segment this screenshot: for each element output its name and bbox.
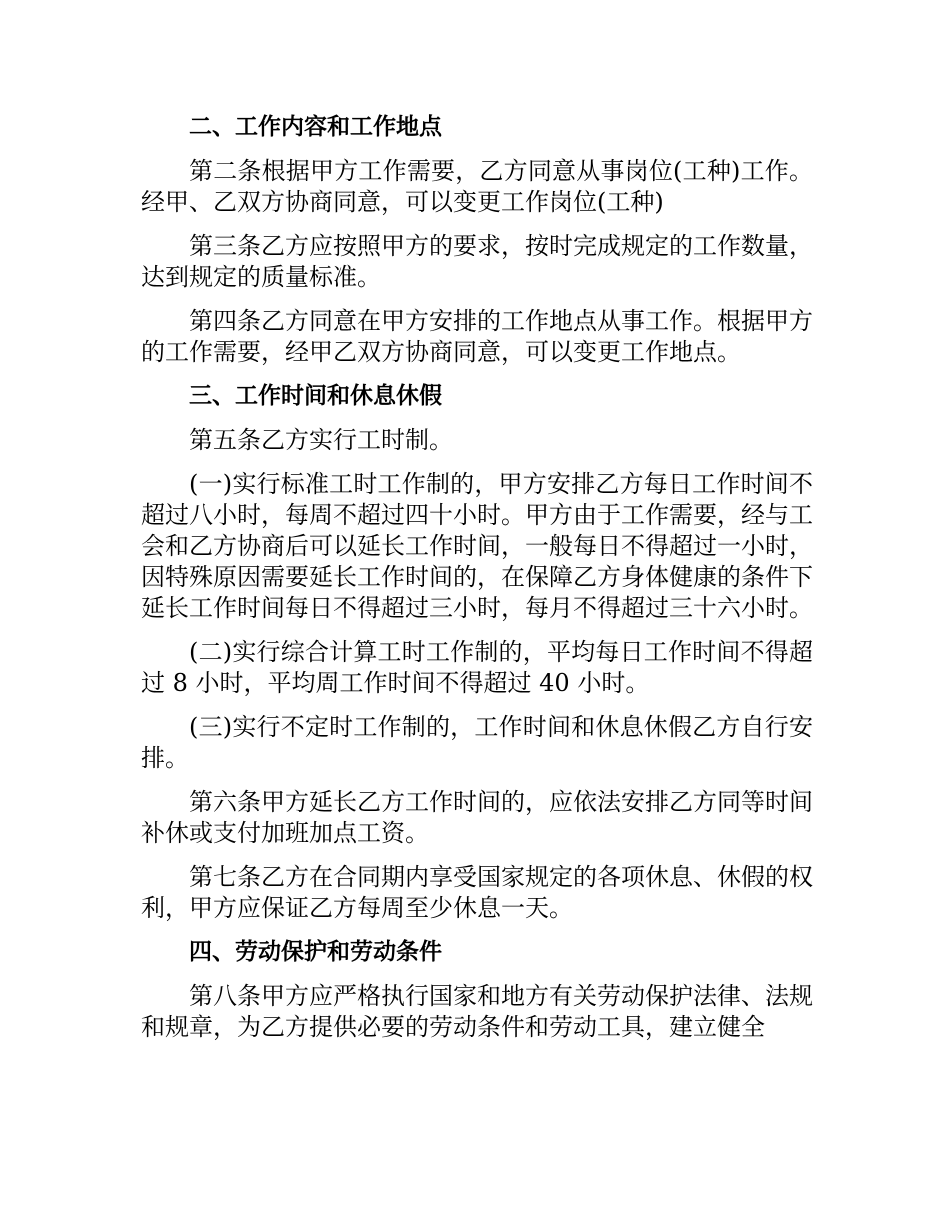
paragraph: (一)实行标准工时工作制的，甲方安排乙方每日工作时间不超过八小时，每周不超过四十小时。甲方由于工作需要，经与工会和乙方协商后可以延长工作时间，一般每日不得超过一小时，因特殊原因需要延长工作时间的，在保障乙方身体健康的条件下延长工作时间每日不得超过三小时，每月不得超过三十六小时。 xyxy=(141,470,813,622)
paragraph: (二)实行综合计算工时工作制的，平均每日工作时间不得超过 8 小时，平均周工作时间不得超过 40 小时。 xyxy=(141,638,813,697)
paragraph: 第六条甲方延长乙方工作时间的，应依法安排乙方同等时间补休或支付加班加点工资。 xyxy=(141,788,813,847)
paragraph: 第三条乙方应按照甲方的要求，按时完成规定的工作数量，达到规定的质量标准。 xyxy=(141,232,813,291)
section-heading: 二、工作内容和工作地点 xyxy=(189,114,442,140)
paragraph: 第七条乙方在合同期内享受国家规定的各项休息、休假的权利，甲方应保证乙方每周至少休息一天。 xyxy=(141,863,813,922)
section-heading: 四、劳动保护和劳动条件 xyxy=(189,939,442,965)
paragraph: 第二条根据甲方工作需要，乙方同意从事岗位(工种)工作。经甲、乙双方协商同意，可以变更工作岗位(工种) xyxy=(141,157,813,216)
paragraph: 第八条甲方应严格执行国家和地方有关劳动保护法律、法规和规章，为乙方提供必要的劳动条件和劳动工具，建立健全 xyxy=(141,982,813,1041)
document-body xyxy=(141,112,813,1056)
paragraph: 第五条乙方实行工时制。 xyxy=(189,426,453,454)
paragraph: 第四条乙方同意在甲方安排的工作地点从事工作。根据甲方的工作需要，经甲乙双方协商同意，可以变更工作地点。 xyxy=(141,307,813,366)
paragraph: (三)实行不定时工作制的，工作时间和休息休假乙方自行安排。 xyxy=(141,713,813,772)
section-heading: 三、工作时间和休息休假 xyxy=(189,383,442,409)
